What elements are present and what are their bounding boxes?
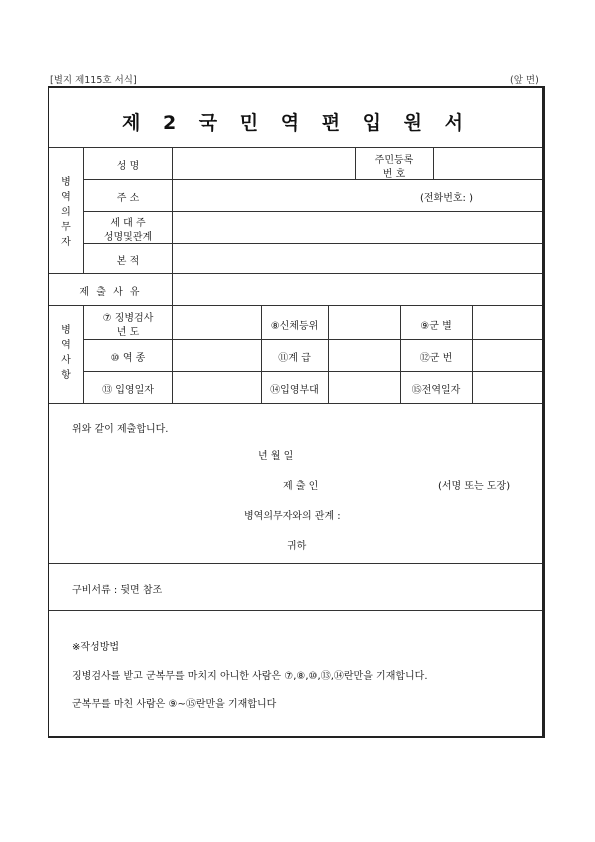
- branch-label: ⑨군 별: [420, 321, 452, 332]
- rule-title-bottom: [49, 147, 542, 148]
- declaration-statement: 위와 같이 제출합니다.: [72, 424, 169, 435]
- rule-reason-bottom: [49, 305, 542, 306]
- page-side-label: (앞 면): [510, 75, 539, 86]
- service-type-label: ⑩ 역 종: [110, 353, 146, 364]
- signature-note: (서명 또는 도장): [438, 481, 511, 492]
- rrn-label-line2: 번 호: [382, 169, 406, 180]
- instructions-heading: ※작성방법: [72, 642, 120, 653]
- exam-year-label-line1: ⑦ 징병검사: [102, 313, 154, 324]
- rule-service-row1-bottom: [83, 339, 542, 340]
- rank-label: ⑪계 급: [278, 353, 311, 364]
- form-number: [별지 제115호 서식]: [50, 75, 137, 86]
- householder-label-line1: 세 대 주: [110, 218, 146, 229]
- required-documents: 구비서류 : 뒷면 참조: [72, 585, 163, 596]
- rule-service-col5: [472, 305, 473, 403]
- rule-domicile-bottom: [49, 273, 542, 274]
- rrn-label-line1: 주민등록: [374, 155, 414, 166]
- householder-label-line2: 성명및관계: [103, 232, 153, 243]
- instructions-line2: 군복무를 마친 사람은 ⑨~⑮란만을 기재합니다: [72, 699, 277, 710]
- rule-name-bottom: [83, 179, 542, 180]
- service-group-label: 병역사항: [61, 325, 71, 381]
- name-label: 성 명: [116, 161, 140, 172]
- rule-rrn-right: [433, 147, 434, 179]
- rule-householder-bottom: [83, 243, 542, 244]
- applicant-group-label: 병역의무자: [61, 177, 71, 248]
- rule-service-col3: [328, 305, 329, 403]
- transfer-date-label: ⑮전역일자: [411, 385, 461, 396]
- enlist-unit-label: ⑭입영부대: [270, 385, 319, 396]
- address-label: 주 소: [116, 193, 140, 204]
- rule-label-divider-top: [172, 147, 173, 305]
- rule-address-bottom: [83, 211, 542, 212]
- declaration-date: 년 월 일: [258, 451, 294, 462]
- addressee: 귀하: [287, 541, 307, 552]
- service-number-label: ⑫군 번: [419, 353, 453, 364]
- rule-documents-bottom: [49, 610, 542, 611]
- rule-declaration-bottom: [49, 563, 542, 564]
- exam-year-label-line2: 년 도: [116, 327, 140, 338]
- reason-label: 제 출 사 유: [79, 287, 142, 298]
- phone-label: (전화번호: ): [420, 193, 473, 204]
- physical-grade-label: ⑧신체등위: [270, 321, 319, 332]
- rule-service-row2-bottom: [83, 371, 542, 372]
- domicile-label: 본 적: [116, 256, 140, 267]
- rule-service-col1: [172, 305, 173, 403]
- form-title: 제 2 국 민 역 편 입 원 서: [122, 112, 471, 134]
- form-frame: [48, 86, 545, 738]
- instructions-line1: 징병검사를 받고 군복무를 마치지 아니한 사람은 ⑦,⑧,⑩,⑬,⑭란만을 기재합니다.: [72, 671, 428, 682]
- enlist-date-label: ⑬ 입영일자: [102, 385, 154, 396]
- submitter-label: 제 출 인: [283, 481, 319, 492]
- relation-label: 병역의무자와의 관계 :: [244, 511, 341, 522]
- rule-service-bottom: [49, 403, 542, 404]
